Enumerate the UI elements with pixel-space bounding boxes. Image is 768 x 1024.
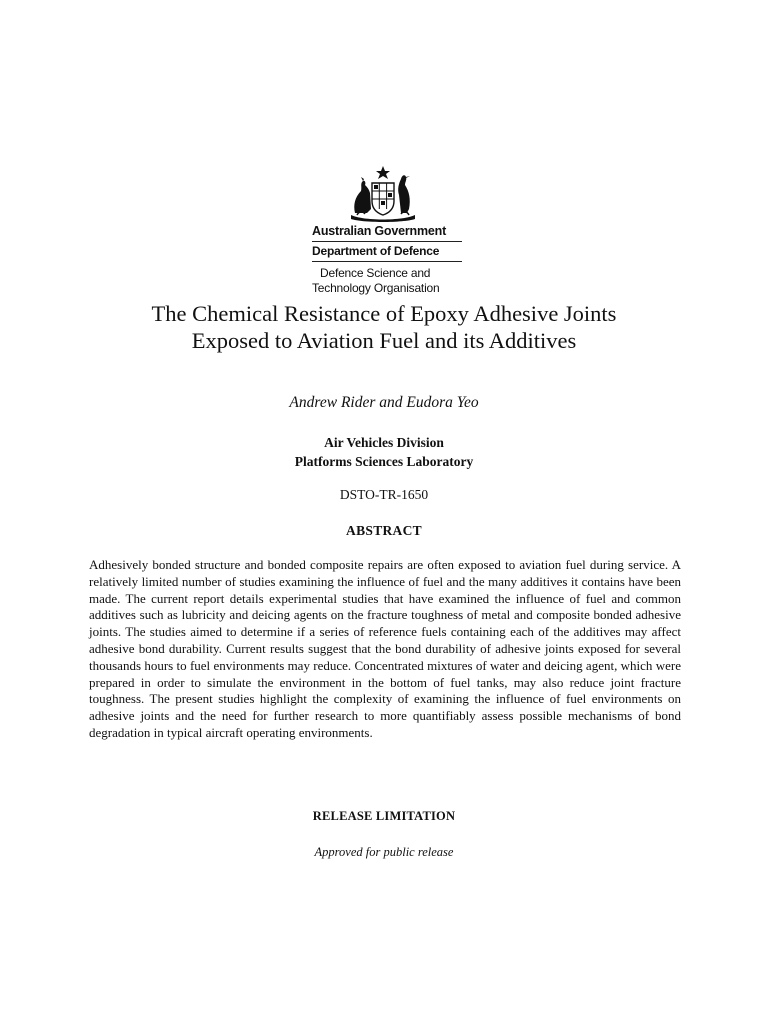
report-title-line2: Exposed to Aviation Fuel and its Additives — [191, 328, 577, 353]
report-number: DSTO-TR-1650 — [339, 487, 429, 502]
organisation-name-line1: Defence Science and — [320, 266, 431, 280]
division-name: Air Vehicles Division — [324, 435, 444, 450]
report-title — [60, 300, 708, 354]
report-title-line1: The Chemical Resistance of Epoxy Adhesive Joints — [151, 301, 617, 326]
abstract-heading: ABSTRACT — [346, 523, 422, 538]
author-affiliation — [0, 433, 768, 471]
department-name: Department of Defence — [312, 242, 462, 262]
agency-logo-text — [312, 224, 462, 296]
laboratory-name: Platforms Sciences Laboratory — [294, 454, 474, 469]
organisation-name-line2: Technology Organisation — [312, 281, 440, 295]
release-limitation-heading: RELEASE LIMITATION — [312, 809, 456, 823]
abstract-text: Adhesively bonded structure and bonded composite repairs are often exposed to aviation fuel during service. A relatively limited number of studies examining the influence of fuel and the many additives it contains have been made. The current report details experimental studies that have examined the influence of fuel and common additives such as lubricity and deicing agents on the fracture toughness of metal and composite bonded adhesive joints. The studies aimed to determine if a series of reference fuels containing each of the additives may affect adhesive bond durability. Current results suggest that the bond durability of adhesive joints exposed for several thousands hours to fuel environments may reduce. Concentrated mixtures of water and deicing agent, which were prepared in order to simulate the environment in the bottom of fuel tanks, may also reduce joint fracture toughness. The present studies highlight the complexity of examining the influence of fuel environments on adhesive joints and the need for further research to more quantifiably assess possible mechanisms of bond degradation in typical aircraft operating environments. — [89, 557, 681, 740]
government-name: Australian Government — [312, 224, 462, 242]
coat-of-arms-icon — [343, 165, 423, 223]
release-limitation-text: Approved for public release — [314, 845, 454, 859]
report-authors: Andrew Rider and Eudora Yeo — [289, 394, 479, 411]
